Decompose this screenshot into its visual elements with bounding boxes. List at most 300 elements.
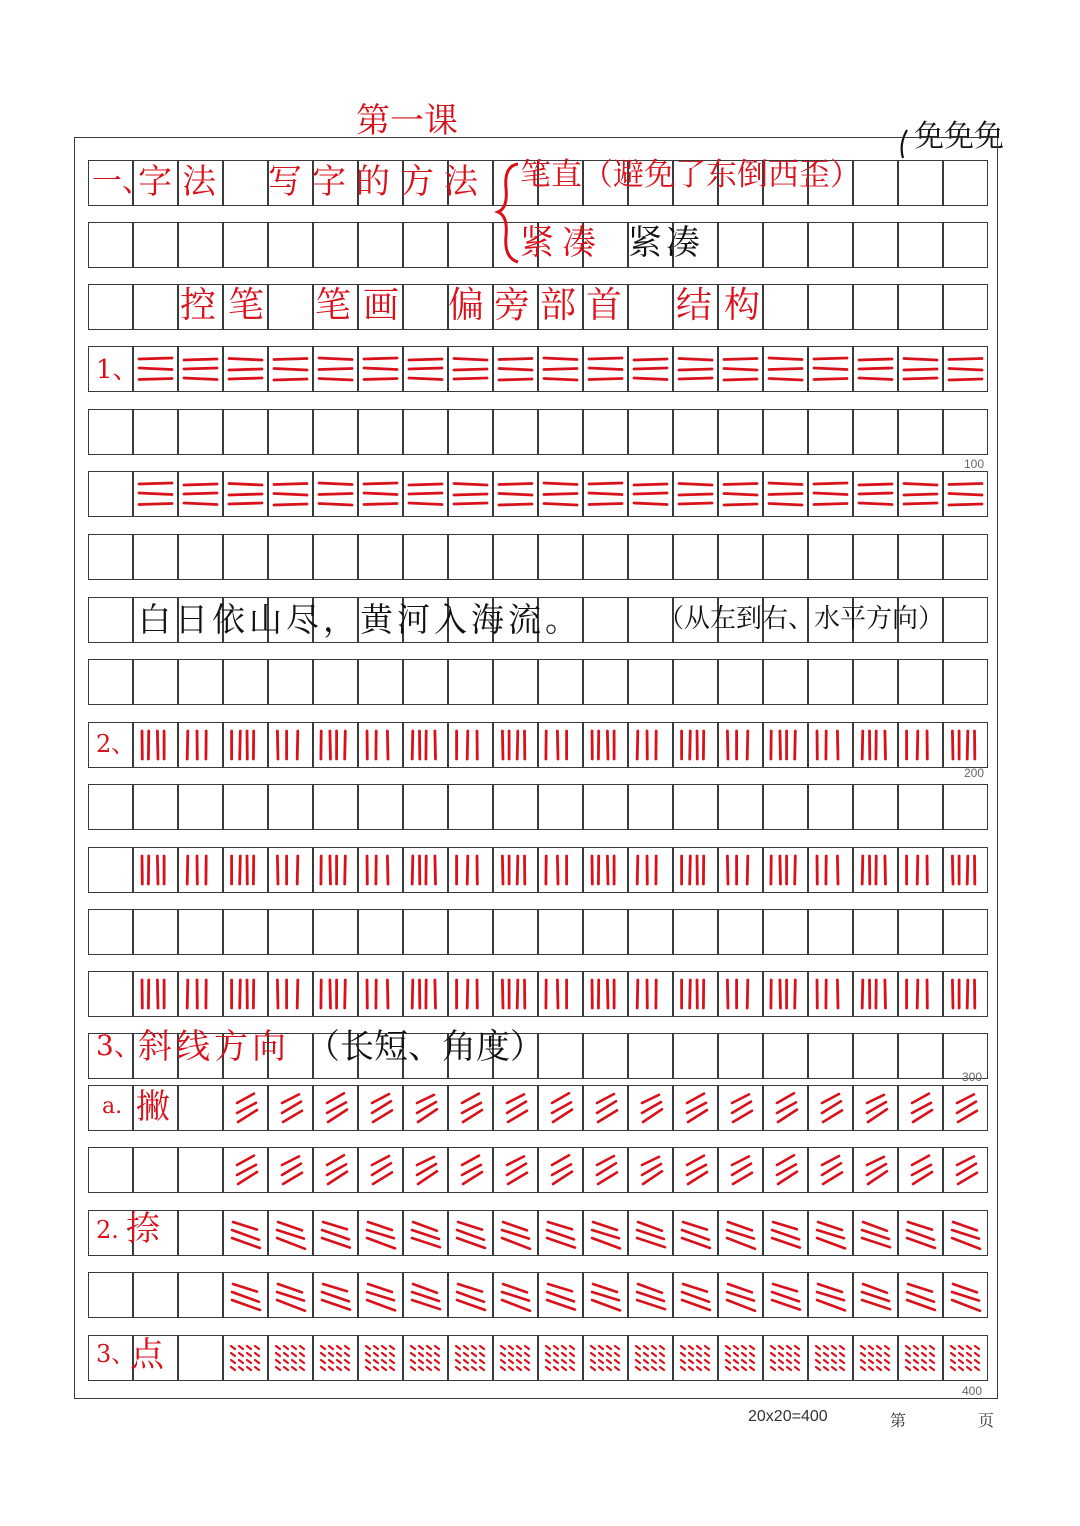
grid-cell — [178, 659, 223, 705]
grid-cell — [268, 1335, 313, 1381]
grid-cell — [853, 409, 898, 455]
practice-stroke — [898, 1335, 943, 1381]
grid-cell — [808, 1272, 853, 1318]
practice-stroke — [493, 471, 538, 517]
grid-cell — [88, 971, 133, 1017]
practice-stroke — [448, 1272, 493, 1318]
grid-row — [88, 971, 988, 1017]
grid-cell — [943, 847, 988, 893]
grid-cell — [268, 1085, 313, 1131]
grid-cell — [898, 1147, 943, 1193]
grid-cell — [268, 471, 313, 517]
grid-cell — [133, 471, 178, 517]
grid-cell — [763, 1210, 808, 1256]
practice-stroke — [358, 971, 403, 1017]
grid-cell — [313, 971, 358, 1017]
grid-cell — [403, 1335, 448, 1381]
grid-cell — [943, 471, 988, 517]
grid-cell — [583, 409, 628, 455]
grid-cell — [223, 1335, 268, 1381]
grid-cell — [853, 1085, 898, 1131]
lesson-title: 第一课 — [356, 101, 458, 141]
grid-cell — [853, 534, 898, 580]
grid-cell — [178, 971, 223, 1017]
grid-cell — [448, 722, 493, 768]
practice-stroke — [448, 847, 493, 893]
grid-cell — [448, 409, 493, 455]
practice-stroke — [313, 471, 358, 517]
grid-cell — [538, 1033, 583, 1079]
grid-cell — [583, 597, 628, 643]
practice-stroke — [133, 346, 178, 392]
grid-cell — [448, 1085, 493, 1131]
practice-stroke — [673, 471, 718, 517]
grid-cell — [448, 534, 493, 580]
practice-stroke — [673, 1335, 718, 1381]
practice-stroke — [808, 847, 853, 893]
practice-stroke — [493, 971, 538, 1017]
grid-cell — [583, 659, 628, 705]
practice-stroke — [808, 471, 853, 517]
grid-cell — [88, 222, 133, 268]
grid-cell — [808, 847, 853, 893]
practice-stroke — [493, 847, 538, 893]
stroke-dian: 点 — [130, 1335, 164, 1375]
grid-cell — [313, 1085, 358, 1131]
stroke-na-label: 2. — [96, 1216, 119, 1244]
practice-stroke — [853, 1272, 898, 1318]
grid-cell — [943, 346, 988, 392]
grid-row — [88, 534, 988, 580]
grid-cell — [88, 909, 133, 955]
grid-cell — [943, 222, 988, 268]
practice-stroke — [718, 1335, 763, 1381]
grid-cell — [223, 471, 268, 517]
practice-stroke — [943, 1335, 988, 1381]
grid-cell — [943, 1335, 988, 1381]
grid-cell — [313, 1272, 358, 1318]
grid-cell — [313, 1147, 358, 1193]
practice-stroke — [718, 1210, 763, 1256]
grid-cell — [403, 1272, 448, 1318]
grid-cell — [313, 346, 358, 392]
grid-cell — [673, 784, 718, 830]
grid-cell — [808, 1210, 853, 1256]
poem-line: 白日依山尽，黄河入海流。 — [138, 600, 582, 639]
grid-cell — [943, 971, 988, 1017]
grid-cell — [718, 659, 763, 705]
grid-cell — [538, 1272, 583, 1318]
grid-cell — [493, 471, 538, 517]
practice-stroke — [853, 471, 898, 517]
grid-cell — [808, 1335, 853, 1381]
grid-cell — [133, 346, 178, 392]
practice-stroke — [898, 1085, 943, 1131]
grid-row — [88, 409, 988, 455]
grid-cell — [178, 722, 223, 768]
grid-cell — [538, 847, 583, 893]
grid-cell — [718, 1335, 763, 1381]
practice-stroke — [313, 971, 358, 1017]
grid-cell — [583, 1033, 628, 1079]
point-straight: 笔直（避免了东倒西歪） — [520, 157, 861, 193]
practice-stroke — [313, 1210, 358, 1256]
practice-stroke — [853, 1335, 898, 1381]
practice-stroke — [763, 1147, 808, 1193]
practice-stroke — [583, 1147, 628, 1193]
grid-cell — [178, 1335, 223, 1381]
grid-cell — [898, 659, 943, 705]
practice-stroke — [448, 471, 493, 517]
practice-stroke — [403, 1085, 448, 1131]
grid-cell — [628, 1210, 673, 1256]
grid-cell — [313, 659, 358, 705]
grid-cell — [538, 1210, 583, 1256]
practice-stroke — [403, 1335, 448, 1381]
grid-cell — [808, 284, 853, 330]
grid-cell — [178, 1272, 223, 1318]
grid-cell — [628, 1085, 673, 1131]
practice-stroke — [358, 1335, 403, 1381]
topic-structure: 结构 — [676, 285, 773, 326]
grid-cell — [493, 971, 538, 1017]
exercise-1-label: 1、 — [96, 355, 139, 385]
grid-cell — [943, 1272, 988, 1318]
section-1-description: 写字的方法 — [268, 162, 488, 202]
grid-cell — [88, 1147, 133, 1193]
practice-stroke — [223, 1147, 268, 1193]
grid-cell — [808, 346, 853, 392]
practice-stroke — [628, 847, 673, 893]
practice-stroke — [223, 346, 268, 392]
grid-cell — [313, 1335, 358, 1381]
grid-cell — [943, 659, 988, 705]
grid-row — [88, 1272, 988, 1318]
practice-stroke — [268, 1085, 313, 1131]
grid-cell — [538, 784, 583, 830]
grid-cell — [493, 722, 538, 768]
grid-cell — [133, 722, 178, 768]
grid-cell — [358, 222, 403, 268]
grid-cell — [448, 1335, 493, 1381]
practice-stroke — [358, 1210, 403, 1256]
practice-stroke — [628, 1272, 673, 1318]
grid-cell — [178, 222, 223, 268]
exercise-3-label: 3、 — [96, 1029, 142, 1062]
grid-cell — [88, 534, 133, 580]
grid-cell — [493, 534, 538, 580]
practice-stroke — [268, 1147, 313, 1193]
stroke-dian-label: 3、 — [96, 1340, 136, 1368]
grid-cell — [133, 284, 178, 330]
grid-cell — [268, 722, 313, 768]
grid-cell — [628, 1147, 673, 1193]
grid-row — [88, 784, 988, 830]
grid-cell — [448, 971, 493, 1017]
grid-cell — [943, 597, 988, 643]
grid-cell — [718, 409, 763, 455]
grid-cell — [763, 909, 808, 955]
practice-stroke — [538, 471, 583, 517]
grid-cell — [313, 722, 358, 768]
grid-cell — [673, 971, 718, 1017]
practice-stroke — [763, 1272, 808, 1318]
practice-stroke — [403, 1147, 448, 1193]
counter-200: 200 — [964, 766, 985, 780]
practice-stroke — [538, 847, 583, 893]
practice-stroke — [943, 1085, 988, 1131]
grid-cell — [673, 471, 718, 517]
grid-cell — [583, 847, 628, 893]
practice-stroke — [673, 1147, 718, 1193]
grid-cell — [943, 1085, 988, 1131]
grid-cell — [358, 971, 403, 1017]
grid-cell — [88, 847, 133, 893]
grid-cell — [403, 784, 448, 830]
grid-cell — [133, 1272, 178, 1318]
practice-stroke — [358, 1147, 403, 1193]
grid-cell — [313, 909, 358, 955]
stroke-pie-label: a. — [102, 1094, 123, 1119]
grid-cell — [403, 346, 448, 392]
grid-cell — [673, 1272, 718, 1318]
practice-stroke — [763, 971, 808, 1017]
practice-stroke — [583, 722, 628, 768]
practice-stroke — [223, 1085, 268, 1131]
grid-cell — [538, 346, 583, 392]
grid-cell — [358, 1147, 403, 1193]
grid-cell — [763, 659, 808, 705]
practice-stroke — [583, 1085, 628, 1131]
grid-cell — [313, 784, 358, 830]
counter-400: 400 — [962, 1384, 983, 1398]
grid-cell — [538, 659, 583, 705]
grid-cell — [403, 409, 448, 455]
grid-cell — [403, 222, 448, 268]
practice-stroke — [223, 971, 268, 1017]
practice-stroke — [853, 1085, 898, 1131]
practice-stroke — [853, 971, 898, 1017]
grid-cell — [853, 1033, 898, 1079]
practice-stroke — [718, 971, 763, 1017]
stroke-na: 捺 — [126, 1209, 160, 1249]
grid-cell — [718, 346, 763, 392]
grid-cell — [898, 847, 943, 893]
practice-stroke — [628, 722, 673, 768]
grid-cell — [943, 784, 988, 830]
exercise-2-label: 2、 — [96, 730, 136, 758]
grid-cell — [943, 1147, 988, 1193]
grid-cell — [448, 1147, 493, 1193]
practice-stroke — [538, 1085, 583, 1131]
grid-cell — [583, 471, 628, 517]
grid-cell — [403, 722, 448, 768]
grid-cell — [88, 784, 133, 830]
grid-cell — [538, 1335, 583, 1381]
grid-cell — [268, 847, 313, 893]
grid-cell — [763, 346, 808, 392]
grid-cell — [763, 409, 808, 455]
practice-stroke — [133, 971, 178, 1017]
grid-cell — [718, 534, 763, 580]
grid-cell — [898, 346, 943, 392]
practice-stroke — [493, 346, 538, 392]
practice-stroke — [223, 722, 268, 768]
grid-cell — [898, 1210, 943, 1256]
grid-cell — [133, 784, 178, 830]
grid-cell — [358, 409, 403, 455]
practice-stroke — [628, 346, 673, 392]
grid-cell — [223, 722, 268, 768]
practice-stroke — [178, 722, 223, 768]
practice-stroke — [718, 346, 763, 392]
grid-cell — [673, 1210, 718, 1256]
grid-cell — [853, 971, 898, 1017]
practice-stroke — [403, 847, 448, 893]
practice-stroke — [583, 471, 628, 517]
grid-cell — [583, 1085, 628, 1131]
grid-cell — [628, 722, 673, 768]
grid-cell — [178, 847, 223, 893]
grid-cell — [538, 409, 583, 455]
grid-row — [88, 1085, 988, 1131]
grid-cell — [898, 722, 943, 768]
practice-stroke — [268, 1210, 313, 1256]
grid-cell — [673, 1033, 718, 1079]
grid-cell — [448, 346, 493, 392]
practice-stroke — [133, 722, 178, 768]
practice-stroke — [403, 971, 448, 1017]
grid-cell — [853, 222, 898, 268]
practice-stroke — [898, 971, 943, 1017]
practice-stroke — [223, 1272, 268, 1318]
practice-stroke — [808, 971, 853, 1017]
practice-stroke — [718, 471, 763, 517]
grid-cell — [808, 784, 853, 830]
practice-stroke — [898, 471, 943, 517]
grid-cell — [448, 1272, 493, 1318]
grid-cell — [808, 222, 853, 268]
grid-cell — [133, 659, 178, 705]
grid-row — [88, 471, 988, 517]
topic-pen-control: 控笔 — [180, 285, 277, 326]
grid-cell — [673, 534, 718, 580]
grid-cell — [178, 784, 223, 830]
practice-stroke — [313, 1085, 358, 1131]
grid-cell — [493, 1147, 538, 1193]
grid-row — [88, 909, 988, 955]
practice-stroke — [538, 1210, 583, 1256]
grid-cell — [718, 1033, 763, 1079]
practice-stroke — [178, 971, 223, 1017]
practice-stroke — [628, 1210, 673, 1256]
grid-cell — [628, 534, 673, 580]
grid-cell — [583, 1272, 628, 1318]
practice-stroke — [133, 847, 178, 893]
grid-cell — [898, 1335, 943, 1381]
practice-stroke — [943, 847, 988, 893]
practice-stroke — [268, 847, 313, 893]
grid-cell — [448, 471, 493, 517]
grid-cell — [223, 784, 268, 830]
practice-stroke — [493, 1272, 538, 1318]
practice-stroke — [808, 1272, 853, 1318]
grid-cell — [583, 909, 628, 955]
grid-cell — [898, 1272, 943, 1318]
exercise-3-heading: 斜线方向 — [138, 1027, 290, 1067]
grid-cell — [358, 722, 403, 768]
practice-stroke — [268, 346, 313, 392]
grid-cell — [808, 409, 853, 455]
grid-cell — [358, 659, 403, 705]
grid-cell — [583, 722, 628, 768]
grid-cell — [943, 1210, 988, 1256]
grid-cell — [223, 971, 268, 1017]
practice-stroke — [763, 346, 808, 392]
practice-stroke — [493, 1085, 538, 1131]
grid-cell — [853, 284, 898, 330]
grid-cell — [628, 1335, 673, 1381]
practice-stroke — [673, 1272, 718, 1318]
exercise-3-note: （长短、角度） — [306, 1027, 544, 1067]
practice-stroke — [358, 847, 403, 893]
practice-stroke — [898, 847, 943, 893]
grid-cell — [628, 784, 673, 830]
grid-cell — [403, 847, 448, 893]
grid-cell — [313, 1210, 358, 1256]
grid-cell — [718, 1147, 763, 1193]
practice-stroke — [718, 1147, 763, 1193]
practice-stroke — [313, 722, 358, 768]
grid-cell — [808, 722, 853, 768]
grid-cell — [223, 160, 268, 206]
grid-cell — [808, 1085, 853, 1131]
grid-cell — [223, 222, 268, 268]
practice-stroke — [403, 346, 448, 392]
section-1-prefix: 一、 — [92, 164, 152, 199]
grid-cell — [223, 1210, 268, 1256]
grid-cell — [583, 784, 628, 830]
practice-stroke — [943, 1210, 988, 1256]
grid-cell — [763, 722, 808, 768]
grid-cell — [718, 1272, 763, 1318]
grid-cell — [898, 1085, 943, 1131]
practice-stroke — [808, 1085, 853, 1131]
grid-cell — [628, 284, 673, 330]
grid-cell — [628, 409, 673, 455]
practice-stroke — [178, 847, 223, 893]
practice-stroke — [493, 1335, 538, 1381]
practice-stroke — [313, 1272, 358, 1318]
grid-cell — [448, 784, 493, 830]
grid-cell — [403, 1085, 448, 1131]
practice-stroke — [943, 346, 988, 392]
grid-cell — [763, 1335, 808, 1381]
grid-cell — [268, 784, 313, 830]
practice-stroke — [538, 1272, 583, 1318]
grid-cell — [448, 909, 493, 955]
grid-cell — [808, 659, 853, 705]
grid-cell — [493, 847, 538, 893]
practice-stroke — [898, 1272, 943, 1318]
grid-cell — [268, 346, 313, 392]
grid-cell — [628, 346, 673, 392]
grid-cell — [853, 659, 898, 705]
grid-cell — [763, 1033, 808, 1079]
practice-stroke — [583, 971, 628, 1017]
grid-cell — [178, 471, 223, 517]
grid-cell — [133, 971, 178, 1017]
